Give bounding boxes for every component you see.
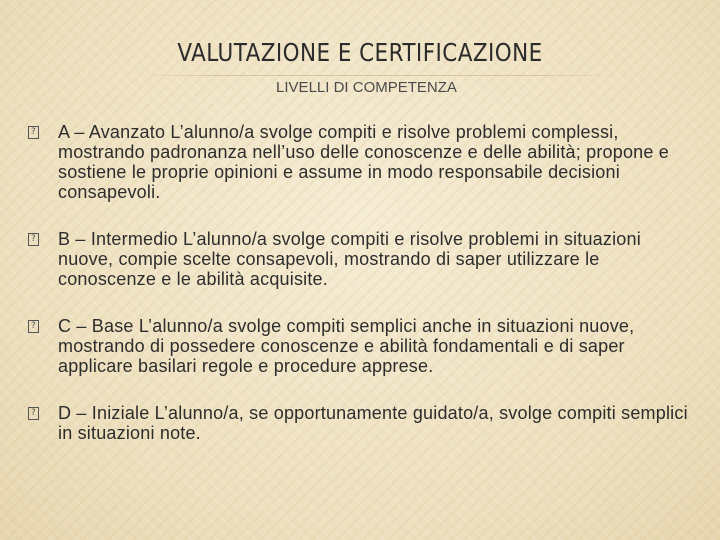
levels-list bbox=[28, 122, 692, 443]
missing-glyph-bullet-icon: ? bbox=[28, 126, 39, 139]
title-divider bbox=[136, 75, 618, 76]
list-item-level-a bbox=[28, 122, 692, 202]
level-d-text: D – Iniziale L’alunno/a, se opportunamente guidato/a, svolge compiti semplici in situazioni note. bbox=[58, 403, 688, 443]
level-b-text: B – Intermedio L’alunno/a svolge compiti e risolve problemi in situazioni nuove, compie scelte consapevoli, mostrando di saper utilizzare le conoscenze e le abilità acquisite. bbox=[58, 229, 641, 289]
missing-glyph-bullet-icon: ? bbox=[28, 320, 39, 333]
level-c-text: C – Base L’alunno/a svolge compiti semplici anche in situazioni nuove, mostrando di possedere conoscenze e abilità fondamentali e di saper applicare basilari regole e procedure apprese. bbox=[58, 316, 635, 376]
slide-title: VALUTAZIONE E CERTIFICAZIONE bbox=[177, 38, 543, 67]
level-a-text: A – Avanzato L’alunno/a svolge compiti e risolve problemi complessi, mostrando padronanza nell’uso delle conoscenze e delle abilità; propone e sostiene le proprie opinioni e assume in modo responsabile decisioni consapevoli. bbox=[58, 122, 670, 202]
missing-glyph-bullet-icon: ? bbox=[28, 233, 39, 246]
list-item-level-c bbox=[28, 316, 692, 376]
missing-glyph-bullet-icon: ? bbox=[28, 407, 39, 420]
list-item-level-b bbox=[28, 229, 692, 289]
slide-subtitle: LIVELLI DI COMPETENZA bbox=[276, 79, 457, 96]
list-item-level-d bbox=[28, 403, 692, 443]
